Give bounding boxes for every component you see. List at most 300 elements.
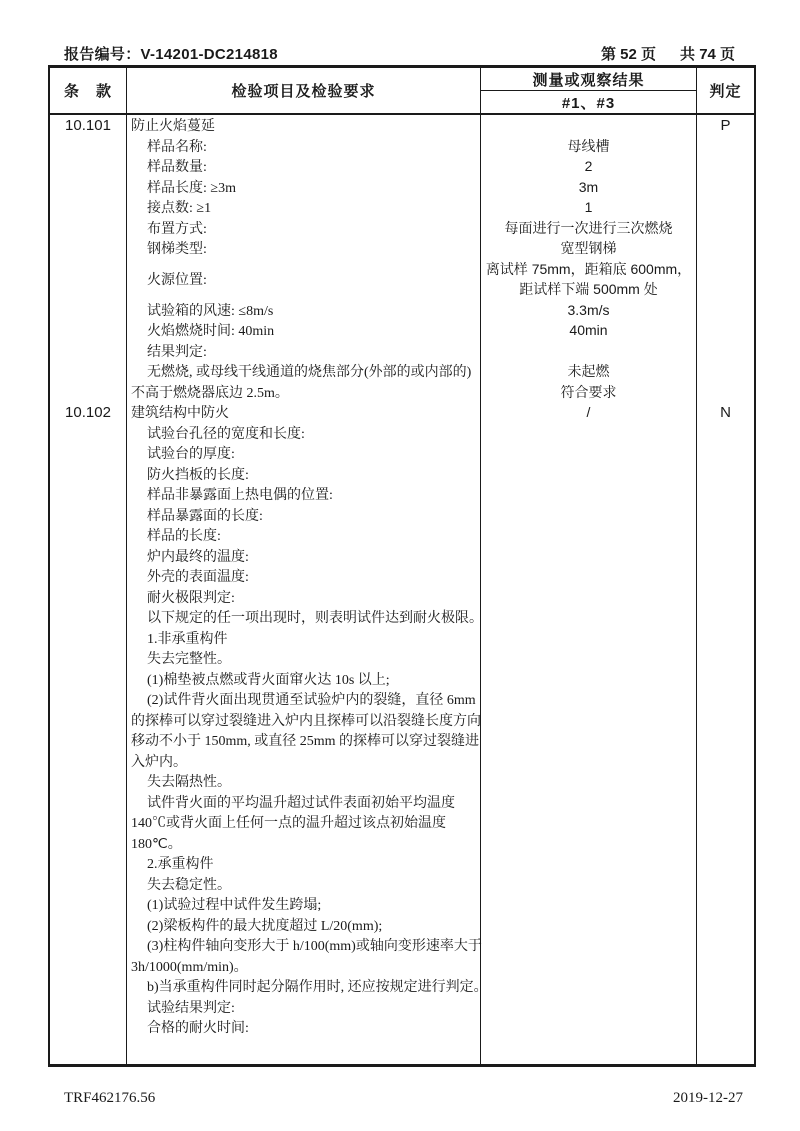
item-cell xyxy=(127,853,481,874)
item-text: 试验结果判定: xyxy=(147,1000,235,1016)
item-text: (2)试件背火面出现贯通至试验炉内的裂缝，直径 6mm xyxy=(147,693,476,709)
item-cell xyxy=(127,894,481,915)
item-text: 样品非暴露面上热电偶的位置: xyxy=(147,488,333,504)
result-cell xyxy=(481,464,697,485)
item-cell xyxy=(127,505,481,526)
item-cell xyxy=(127,382,481,403)
item-cell xyxy=(127,443,481,464)
item-text: 试验台孔径的宽度和长度: xyxy=(147,426,305,442)
item-text: 防止火焰蔓延 xyxy=(131,119,215,135)
item-cell xyxy=(127,218,481,239)
item-cell xyxy=(127,730,481,751)
result-cell xyxy=(481,628,697,649)
item-text: 接点数: ≥1 xyxy=(147,201,212,217)
item-cell xyxy=(127,341,481,362)
result-cell xyxy=(481,956,697,977)
item-text: 火源位置: xyxy=(147,273,207,288)
clause-cell xyxy=(50,1017,127,1038)
table-line xyxy=(50,730,754,751)
verdict-cell xyxy=(697,710,754,731)
result-cell xyxy=(481,259,697,300)
table-line xyxy=(50,792,754,813)
clause-cell xyxy=(50,792,127,813)
clause-cell xyxy=(50,997,127,1018)
item-text: 1.非承重构件 xyxy=(147,631,228,647)
result-cell xyxy=(481,443,697,464)
col-header-verdict: 判定 xyxy=(709,83,742,100)
item-text: 试件背火面的平均温升超过试件表面初始平均温度 xyxy=(147,795,455,811)
inspection-table xyxy=(48,65,756,1067)
item-text: 失去隔热性。 xyxy=(147,775,231,791)
table-line xyxy=(50,341,754,362)
col-header-result-sub: #1、#3 xyxy=(561,94,616,112)
verdict-cell xyxy=(697,751,754,772)
verdict-cell xyxy=(697,464,754,485)
footer-doc-code: TRF462176.56 xyxy=(64,1090,156,1106)
verdict-cell xyxy=(697,238,754,259)
verdict-cell xyxy=(697,792,754,813)
table-line xyxy=(50,853,754,874)
clause-cell xyxy=(50,669,127,690)
clause-cell xyxy=(50,915,127,936)
clause-cell xyxy=(50,546,127,567)
table-line xyxy=(50,956,754,977)
result-cell xyxy=(481,607,697,628)
item-text: 3h/1000(mm/min)。 xyxy=(131,959,248,975)
verdict-cell xyxy=(697,382,754,403)
item-cell xyxy=(127,689,481,710)
clause-cell xyxy=(50,976,127,997)
result-cell xyxy=(481,115,697,136)
clause-cell xyxy=(50,361,127,382)
table-line xyxy=(50,382,754,403)
table-line xyxy=(50,259,754,300)
item-text: 移动不小于 150mm, 或直径 25mm 的探棒可以穿过裂缝进 xyxy=(131,734,480,750)
result-cell xyxy=(481,751,697,772)
verdict-cell xyxy=(697,505,754,526)
item-cell xyxy=(127,300,481,321)
item-text: (3)柱构件轴向变形大于 h/100(mm)或轴向变形速率大于 xyxy=(147,939,482,955)
result-text: 每面进行一次进行三次燃烧 xyxy=(504,219,673,236)
item-cell xyxy=(127,997,481,1018)
item-text: 样品长度: ≥3m xyxy=(147,180,236,196)
item-text: 不高于燃烧器底边 2.5m。 xyxy=(131,385,289,401)
item-text: 的探棒可以穿过裂缝进入炉内且探棒可以沿裂缝长度方向 xyxy=(131,713,481,729)
verdict-cell xyxy=(697,935,754,956)
result-cell xyxy=(481,894,697,915)
result-cell xyxy=(481,976,697,997)
verdict-cell xyxy=(697,156,754,177)
result-cell xyxy=(481,484,697,505)
result-cell xyxy=(481,197,697,218)
verdict-cell xyxy=(697,874,754,895)
table-line xyxy=(50,874,754,895)
item-text: 试验箱的风速: ≤8m/s xyxy=(147,303,274,319)
result-text: 距试样下端 500mm 处 xyxy=(519,281,658,297)
clause-cell xyxy=(50,156,127,177)
result-cell xyxy=(481,771,697,792)
table-line xyxy=(50,115,754,136)
result-cell xyxy=(481,833,697,854)
col-header-item: 检验项目及检验要求 xyxy=(127,68,481,113)
item-text: 失去稳定性。 xyxy=(147,877,231,893)
item-cell xyxy=(127,402,481,423)
verdict-cell xyxy=(697,997,754,1018)
verdict-cell xyxy=(697,833,754,854)
item-text: 布置方式: xyxy=(147,221,207,237)
clause-cell xyxy=(50,382,127,403)
clause-cell xyxy=(50,136,127,157)
item-text: 以下规定的任一项出现时，则表明试件达到耐火极限。 xyxy=(147,611,483,627)
result-cell xyxy=(481,525,697,546)
item-text: 样品数量: xyxy=(147,160,207,176)
table-line xyxy=(50,587,754,608)
result-text: 3.3m/s xyxy=(567,301,610,318)
result-text: 符合要求 xyxy=(560,383,617,400)
clause-cell xyxy=(50,115,127,136)
 xyxy=(127,1038,481,1065)
result-cell xyxy=(481,238,697,259)
verdict-cell xyxy=(697,361,754,382)
item-cell xyxy=(127,648,481,669)
verdict-cell xyxy=(697,669,754,690)
verdict-cell xyxy=(697,197,754,218)
clause-cell xyxy=(50,197,127,218)
col-header-result-group: 测量或观察结果 xyxy=(481,68,696,91)
result-cell xyxy=(481,566,697,587)
table-line xyxy=(50,689,754,710)
item-cell xyxy=(127,484,481,505)
clause-cell xyxy=(50,464,127,485)
result-cell xyxy=(481,341,697,362)
item-cell xyxy=(127,136,481,157)
item-cell xyxy=(127,976,488,997)
item-text: 炉内最终的温度: xyxy=(147,549,249,565)
item-text: 无燃烧, 或母线干线通道的烧焦部分(外部的或内部的) xyxy=(147,365,472,381)
result-text: 40min xyxy=(569,322,608,338)
item-cell xyxy=(127,587,481,608)
footer-date: 2019-12-27 xyxy=(673,1090,743,1106)
verdict-cell xyxy=(697,771,754,792)
result-cell xyxy=(481,1017,697,1038)
verdict-cell xyxy=(697,484,754,505)
item-cell xyxy=(127,464,481,485)
result-cell xyxy=(481,177,697,198)
verdict-cell xyxy=(697,300,754,321)
item-text: 火焰燃烧时间: 40min xyxy=(147,324,275,340)
verdict-cell xyxy=(697,136,754,157)
table-line xyxy=(50,976,754,997)
table-line xyxy=(50,320,754,341)
clause-cell xyxy=(50,956,127,977)
table-header-row xyxy=(50,68,754,115)
verdict-cell xyxy=(697,894,754,915)
verdict-cell xyxy=(697,587,754,608)
verdict-cell xyxy=(697,218,754,239)
 xyxy=(481,1038,697,1065)
item-cell xyxy=(127,115,481,136)
item-text: 样品的长度: xyxy=(147,529,221,545)
result-text: 离试样 75mm，距箱底 600mm， xyxy=(485,260,692,277)
item-cell xyxy=(127,525,481,546)
verdict-cell xyxy=(697,607,754,628)
verdict-cell xyxy=(697,423,754,444)
item-cell xyxy=(127,812,481,833)
item-text: 样品暴露面的长度: xyxy=(147,508,263,524)
page-indicator xyxy=(601,43,735,64)
item-text: (1)棉垫被点燃或背火面窜火达 10s 以上; xyxy=(147,672,390,688)
item-text: 入炉内。 xyxy=(131,754,187,770)
verdict-cell xyxy=(697,628,754,649)
item-cell xyxy=(127,956,481,977)
item-cell xyxy=(127,792,481,813)
clause-cell xyxy=(50,894,127,915)
result-cell xyxy=(481,136,697,157)
clause-cell xyxy=(50,566,127,587)
item-cell xyxy=(127,259,481,300)
item-cell xyxy=(127,320,481,341)
item-text: 失去完整性。 xyxy=(147,652,231,668)
item-cell xyxy=(127,669,481,690)
table-line xyxy=(50,177,754,198)
table-body xyxy=(50,115,754,1064)
result-cell xyxy=(481,423,697,444)
item-cell xyxy=(127,833,481,854)
result-text: / xyxy=(586,404,591,420)
table-line xyxy=(50,935,754,956)
item-text: (1)试验过程中试件发生跨塌; xyxy=(147,898,322,914)
verdict-cell xyxy=(697,648,754,669)
result-cell xyxy=(481,505,697,526)
result-cell xyxy=(481,218,697,239)
table-line xyxy=(50,238,754,259)
verdict-cell xyxy=(697,402,754,423)
clause-cell xyxy=(50,423,127,444)
verdict-cell xyxy=(697,546,754,567)
item-text: 140℃或背火面上任何一点的温升超过该点初始温度 xyxy=(131,816,446,832)
clause-cell xyxy=(50,628,127,649)
table-line xyxy=(50,771,754,792)
result-cell xyxy=(481,874,697,895)
result-cell xyxy=(481,792,697,813)
verdict-cell xyxy=(697,956,754,977)
clause-cell xyxy=(50,300,127,321)
clause-cell xyxy=(50,833,127,854)
result-cell xyxy=(481,812,697,833)
verdict-cell xyxy=(697,689,754,710)
verdict-cell xyxy=(697,1017,754,1038)
result-cell xyxy=(481,710,697,731)
report-number: 报告编号：V-14201-DC214818 xyxy=(64,46,278,63)
table-line xyxy=(50,423,754,444)
clause-cell xyxy=(50,320,127,341)
clause-cell xyxy=(50,587,127,608)
result-cell xyxy=(481,689,697,710)
item-text: b)当承重构件同时起分隔作用时, 还应按规定进行判定。 xyxy=(147,980,488,996)
item-text: 合格的耐火时间: xyxy=(147,1021,249,1037)
table-line xyxy=(50,402,754,423)
result-cell xyxy=(481,730,697,751)
item-text: 180℃。 xyxy=(131,836,182,852)
table-line xyxy=(50,628,754,649)
result-cell xyxy=(481,648,697,669)
item-text: (2)梁板构件的最大扰度超过 L/20(mm); xyxy=(147,918,383,934)
clause-number: 10.102 xyxy=(65,403,111,421)
item-text: 试验台的厚度: xyxy=(147,447,235,463)
clause-cell xyxy=(50,607,127,628)
result-cell xyxy=(481,402,697,423)
verdict-cell xyxy=(697,730,754,751)
item-cell xyxy=(127,607,481,628)
table-line xyxy=(50,833,754,854)
clause-cell xyxy=(50,505,127,526)
clause-cell xyxy=(50,177,127,198)
clause-cell xyxy=(50,484,127,505)
 xyxy=(697,1038,754,1065)
table-line xyxy=(50,156,754,177)
item-cell xyxy=(127,546,481,567)
clause-cell xyxy=(50,710,127,731)
item-text: 结果判定: xyxy=(147,344,207,360)
clause-cell xyxy=(50,730,127,751)
result-text: 3m xyxy=(578,178,599,195)
page-total: 共 74 页 xyxy=(680,46,736,63)
item-cell xyxy=(127,915,481,936)
clause-cell xyxy=(50,812,127,833)
result-cell xyxy=(481,997,697,1018)
clause-cell xyxy=(50,751,127,772)
result-text: 宽型钢梯 xyxy=(560,240,617,256)
verdict-cell xyxy=(697,566,754,587)
verdict-cell xyxy=(697,853,754,874)
result-cell xyxy=(481,320,697,341)
item-cell xyxy=(127,935,481,956)
item-text: 建筑结构中防火 xyxy=(131,406,229,422)
clause-cell xyxy=(50,341,127,362)
item-cell xyxy=(127,423,481,444)
item-text: 耐火极限判定: xyxy=(147,590,235,606)
verdict-cell xyxy=(697,115,754,136)
clause-cell xyxy=(50,218,127,239)
table-line xyxy=(50,197,754,218)
result-cell xyxy=(481,546,697,567)
table-line xyxy=(50,648,754,669)
item-cell xyxy=(127,566,481,587)
result-text: 母线槽 xyxy=(567,137,610,154)
item-text: 外壳的表面温度: xyxy=(147,570,249,586)
item-text: 2.承重构件 xyxy=(147,857,214,873)
item-text: 样品名称: xyxy=(147,139,207,155)
table-line xyxy=(50,607,754,628)
item-cell xyxy=(127,874,481,895)
result-text: 未起燃 xyxy=(567,363,610,379)
table-line xyxy=(50,669,754,690)
clause-cell xyxy=(50,525,127,546)
clause-cell xyxy=(50,853,127,874)
item-cell xyxy=(127,156,481,177)
clause-cell xyxy=(50,689,127,710)
clause-number: 10.101 xyxy=(65,116,111,134)
table-line xyxy=(50,751,754,772)
result-cell xyxy=(481,935,697,956)
table-line xyxy=(50,300,754,321)
table-line xyxy=(50,464,754,485)
item-cell xyxy=(127,177,481,198)
result-cell xyxy=(481,669,697,690)
item-cell xyxy=(127,710,481,731)
item-cell xyxy=(127,1017,481,1038)
col-header-clause: 条 款 xyxy=(50,68,127,113)
item-cell xyxy=(127,361,481,382)
result-text: 1 xyxy=(584,199,593,215)
clause-cell xyxy=(50,874,127,895)
result-cell xyxy=(481,300,697,321)
verdict-cell xyxy=(697,525,754,546)
table-line xyxy=(50,812,754,833)
item-text: 防火挡板的长度: xyxy=(147,467,249,483)
verdict-cell xyxy=(697,177,754,198)
clause-cell xyxy=(50,238,127,259)
item-cell xyxy=(127,238,481,259)
result-cell xyxy=(481,587,697,608)
clause-cell xyxy=(50,648,127,669)
result-text: 2 xyxy=(584,158,593,174)
verdict-cell xyxy=(697,320,754,341)
verdict-cell xyxy=(697,443,754,464)
table-line xyxy=(50,566,754,587)
verdict-cell xyxy=(697,976,754,997)
clause-cell xyxy=(50,259,127,300)
item-text: 钢梯类型: xyxy=(147,242,207,258)
item-cell xyxy=(127,628,481,649)
result-cell xyxy=(481,382,697,403)
table-line xyxy=(50,361,754,382)
verdict-cell xyxy=(697,812,754,833)
result-cell xyxy=(481,915,697,936)
item-cell xyxy=(127,751,481,772)
 xyxy=(50,1038,127,1065)
table-line xyxy=(50,218,754,239)
verdict-cell xyxy=(697,341,754,362)
table-line xyxy=(50,915,754,936)
result-cell xyxy=(481,361,697,382)
clause-cell xyxy=(50,935,127,956)
clause-cell xyxy=(50,771,127,792)
verdict-text: N xyxy=(720,403,731,421)
result-cell xyxy=(481,156,697,177)
page-current: 第 52 页 xyxy=(601,46,657,63)
table-line xyxy=(50,894,754,915)
table-filler xyxy=(50,1038,754,1065)
table-line xyxy=(50,505,754,526)
table-line xyxy=(50,997,754,1018)
table-line xyxy=(50,710,754,731)
item-cell xyxy=(127,771,481,792)
table-line xyxy=(50,484,754,505)
item-cell xyxy=(127,197,481,218)
clause-cell xyxy=(50,402,127,423)
result-cell xyxy=(481,853,697,874)
table-line xyxy=(50,525,754,546)
table-line xyxy=(50,1017,754,1038)
verdict-cell xyxy=(697,915,754,936)
table-line xyxy=(50,546,754,567)
table-line xyxy=(50,136,754,157)
verdict-text: P xyxy=(720,116,731,134)
clause-cell xyxy=(50,443,127,464)
verdict-cell xyxy=(697,259,754,300)
table-line xyxy=(50,443,754,464)
